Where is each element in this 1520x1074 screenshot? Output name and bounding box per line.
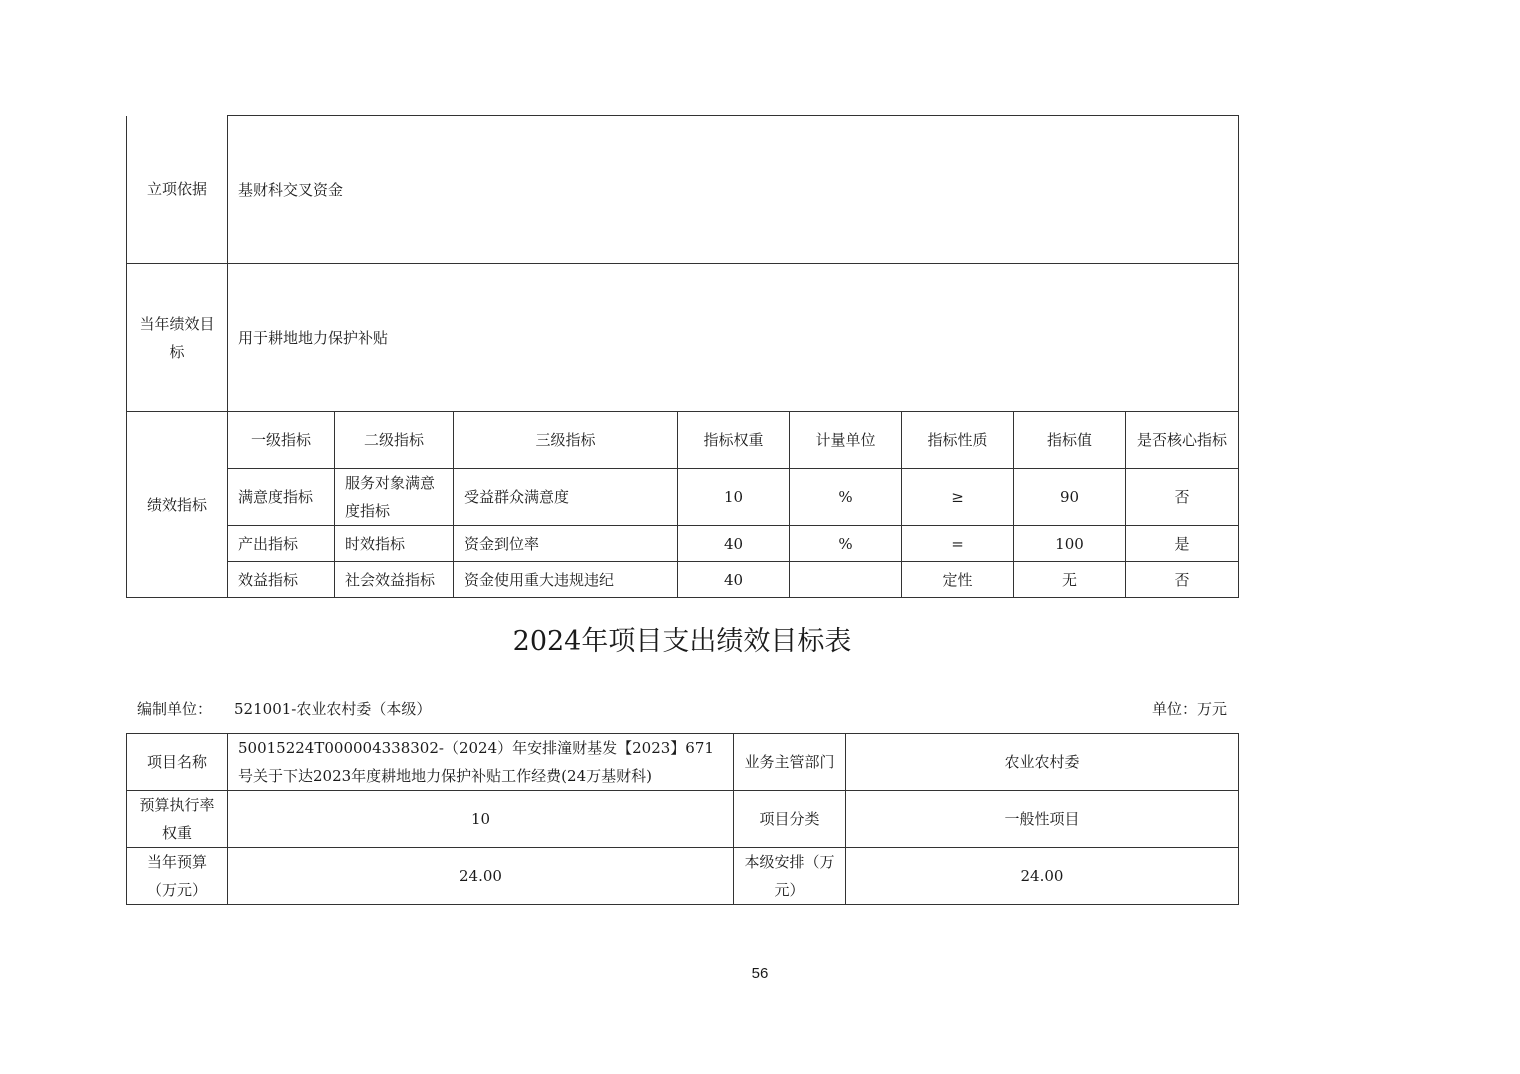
- indicator-cell: 否: [1126, 469, 1239, 526]
- project-name-value: 50015224T000004338302-（2024）年安排潼财基发【2023】671号关于下达2023年度耕地地力保护补贴工作经费(24万基财科): [228, 734, 734, 791]
- category-value: 一般性项目: [846, 791, 1239, 848]
- indicator-cell: [790, 562, 902, 598]
- exec-rate-value: 10: [228, 791, 734, 848]
- header-cell: 指标性质: [902, 412, 1014, 469]
- budget-value: 24.00: [228, 848, 734, 905]
- org-line: [137, 697, 431, 721]
- indicator-cell: 满意度指标: [228, 469, 335, 526]
- indicator-cell: 资金使用重大违规违纪: [454, 562, 678, 598]
- basis-label: 立项依据: [127, 116, 228, 264]
- basis-value: 基财科交叉资金: [228, 116, 1239, 264]
- header-cell: 指标权重: [678, 412, 790, 469]
- org-value: 521001-农业农村委（本级）: [234, 700, 432, 718]
- header-cell: 三级指标: [454, 412, 678, 469]
- exec-rate-label: 预算执行率权重: [127, 791, 228, 848]
- indicator-cell: 100: [1014, 526, 1126, 562]
- indicator-cell: 无: [1014, 562, 1126, 598]
- indicator-cell: 时效指标: [335, 526, 454, 562]
- header-cell: 一级指标: [228, 412, 335, 469]
- indicator-cell: 90: [1014, 469, 1126, 526]
- indicator-cell: 产出指标: [228, 526, 335, 562]
- dept-value: 农业农村委: [846, 734, 1239, 791]
- unit-label: 单位：万元: [1151, 700, 1227, 718]
- indicator-cell: 资金到位率: [454, 526, 678, 562]
- header-cell: 是否核心指标: [1126, 412, 1239, 469]
- dept-label: 业务主管部门: [734, 734, 846, 791]
- header-cell: 计量单位: [790, 412, 902, 469]
- project-name-label: 项目名称: [127, 734, 228, 791]
- indicator-cell: ≥: [902, 469, 1014, 526]
- indicator-cell: 效益指标: [228, 562, 335, 598]
- page-number: 56: [751, 965, 769, 982]
- indicator-cell: %: [790, 526, 902, 562]
- indicator-cell: 10: [678, 469, 790, 526]
- page-title: 2024年项目支出绩效目标表: [512, 626, 852, 657]
- category-label: 项目分类: [734, 791, 846, 848]
- goal-label: 当年绩效目标: [127, 264, 228, 412]
- indicator-cell: 受益群众满意度: [454, 469, 678, 526]
- org-label: 编制单位：: [137, 700, 213, 718]
- level-value: 24.00: [846, 848, 1239, 905]
- table-row: [127, 562, 1239, 598]
- indicator-cell: 40: [678, 562, 790, 598]
- table-row: [127, 526, 1239, 562]
- table-row: [127, 469, 1239, 526]
- indicator-cell: 社会效益指标: [335, 562, 454, 598]
- indicator-cell: %: [790, 469, 902, 526]
- indicator-cell: 40: [678, 526, 790, 562]
- budget-label: 当年预算（万元）: [127, 848, 228, 905]
- indicator-cell: 否: [1126, 562, 1239, 598]
- header-cell: 指标值: [1014, 412, 1126, 469]
- indicators-label: 绩效指标: [127, 412, 228, 598]
- goal-value: 用于耕地地力保护补贴: [228, 264, 1239, 412]
- header-cell: 二级指标: [335, 412, 454, 469]
- project-info-table: [126, 733, 1239, 905]
- indicator-cell: =: [902, 526, 1014, 562]
- indicator-cell: 服务对象满意度指标: [335, 469, 454, 526]
- level-label: 本级安排（万元）: [734, 848, 846, 905]
- indicator-cell: 是: [1126, 526, 1239, 562]
- indicator-cell: 定性: [902, 562, 1014, 598]
- performance-target-table-top: [126, 115, 1239, 598]
